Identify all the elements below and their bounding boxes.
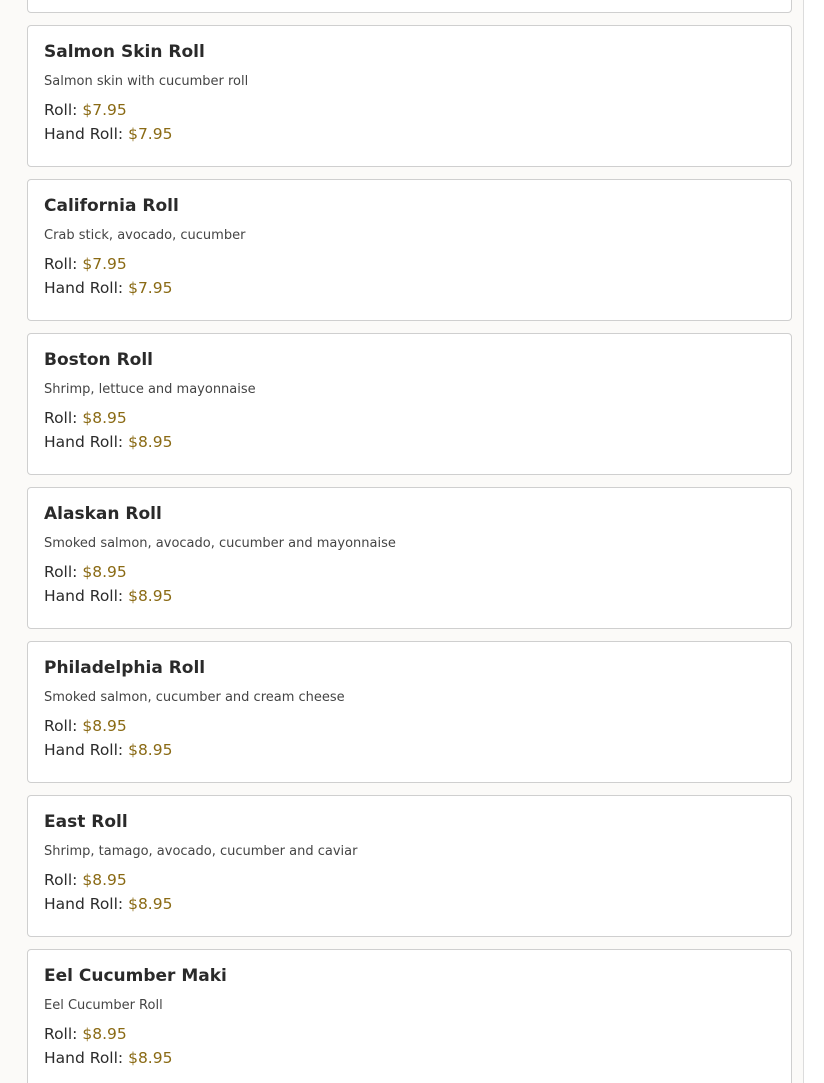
menu-item-description: Shrimp, lettuce and mayonnaise	[44, 382, 256, 397]
menu-item-name: Alaskan Roll	[44, 504, 162, 524]
menu-item-name: East Roll	[44, 812, 128, 832]
menu-item-description: Smoked salmon, avocado, cucumber and mayonnaise	[44, 536, 396, 551]
roll-price-line	[44, 714, 775, 738]
roll-price-value: $8.95	[82, 1025, 127, 1043]
hand-roll-price-value: $7.95	[128, 279, 173, 297]
roll-price-line	[44, 406, 775, 430]
menu-list	[27, 0, 792, 1083]
roll-price-value: $7.95	[82, 255, 127, 273]
menu-item-card	[27, 795, 792, 937]
menu-item-card	[27, 333, 792, 475]
roll-price-line	[44, 560, 775, 584]
menu-item-name: Boston Roll	[44, 350, 154, 370]
roll-price-label: Roll:	[44, 1025, 78, 1043]
menu-item-description: Crab stick, avocado, cucumber	[44, 228, 246, 243]
roll-price-value: $7.95	[82, 101, 127, 119]
hand-roll-price-label: Hand Roll:	[44, 587, 124, 605]
roll-price-label: Roll:	[44, 101, 78, 119]
roll-price-label: Roll:	[44, 717, 78, 735]
menu-item-card	[27, 949, 792, 1083]
menu-item-name: Eel Cucumber Maki	[44, 966, 227, 986]
menu-item-description: Eel Cucumber Roll	[44, 998, 163, 1013]
hand-roll-price-value: $8.95	[128, 587, 173, 605]
menu-item-card	[27, 179, 792, 321]
hand-roll-price-value: $8.95	[128, 895, 173, 913]
hand-roll-price-label: Hand Roll:	[44, 895, 124, 913]
menu-item-description: Smoked salmon, cucumber and cream cheese	[44, 690, 345, 705]
menu-item-card	[27, 641, 792, 783]
hand-roll-price-line	[44, 122, 775, 146]
hand-roll-price-value: $8.95	[128, 1049, 173, 1067]
roll-price-value: $8.95	[82, 871, 127, 889]
roll-price-label: Roll:	[44, 563, 78, 581]
hand-roll-price-label: Hand Roll:	[44, 279, 124, 297]
hand-roll-price-label: Hand Roll:	[44, 125, 124, 143]
hand-roll-price-label: Hand Roll:	[44, 1049, 124, 1067]
menu-item-description: Shrimp, tamago, avocado, cucumber and caviar	[44, 844, 358, 859]
roll-price-value: $8.95	[82, 409, 127, 427]
hand-roll-price-label: Hand Roll:	[44, 433, 124, 451]
hand-roll-price-value: $8.95	[128, 741, 173, 759]
menu-item-card	[27, 487, 792, 629]
hand-roll-price-value: $7.95	[128, 125, 173, 143]
hand-roll-price-line	[44, 584, 775, 608]
roll-price-label: Roll:	[44, 409, 78, 427]
hand-roll-price-line	[44, 430, 775, 454]
menu-item-card	[27, 0, 792, 13]
menu-item-name: Salmon Skin Roll	[44, 42, 205, 62]
menu-item-name: California Roll	[44, 196, 179, 216]
roll-price-line	[44, 1022, 775, 1046]
roll-price-line	[44, 98, 775, 122]
roll-price-value: $8.95	[82, 563, 127, 581]
hand-roll-price-line	[44, 1046, 775, 1070]
hand-roll-price-label: Hand Roll:	[44, 741, 124, 759]
hand-roll-price-line	[44, 892, 775, 916]
roll-price-label: Roll:	[44, 255, 78, 273]
menu-item-description: Salmon skin with cucumber roll	[44, 74, 249, 89]
roll-price-label: Roll:	[44, 871, 78, 889]
hand-roll-price-line	[44, 738, 775, 762]
hand-roll-price-line	[44, 276, 775, 300]
roll-price-line	[44, 868, 775, 892]
hand-roll-price-value: $8.95	[128, 433, 173, 451]
menu-item-name: Philadelphia Roll	[44, 658, 206, 678]
menu-item-card	[27, 25, 792, 167]
roll-price-line	[44, 252, 775, 276]
roll-price-value: $8.95	[82, 717, 127, 735]
